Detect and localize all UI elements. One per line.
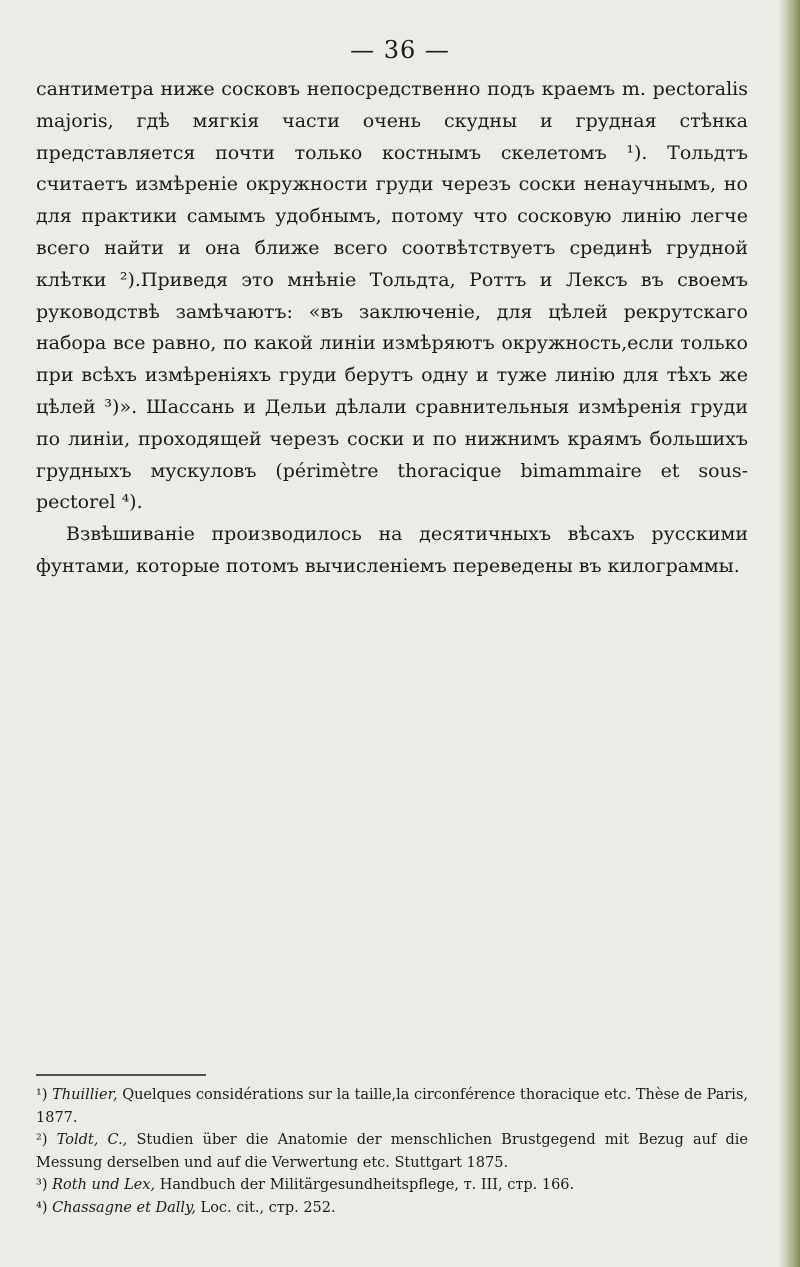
footnote-2 [36, 1129, 748, 1174]
footnote-divider [36, 1074, 206, 1076]
paragraph-1: сантиметра ниже сосковъ непосредственно подъ краемъ m. pectoralis majoris, гдѣ мягкія части очень скудны и грудная стѣнка представляется почти только костнымъ скелетомъ ¹). Тольдтъ считаетъ измѣреніе окружности груди черезъ соски ненаучнымъ, но для практики самымъ удобнымъ, потому что сосковую линію легче всего найти и она ближе всего соотвѣтствуетъ срединѣ грудной клѣтки ²).Приведя это мнѣніе Тольдта, Роттъ и Лексъ въ своемъ руководствѣ замѣчаютъ: «въ заключеніе, для цѣлей рекрутскаго набора все равно, по какой линіи измѣряютъ окружность,если только при всѣхъ измѣреніяхъ груди берутъ одну и туже линію для тѣхъ же цѣлей ³)». Шассань и Дельи дѣлали сравнительныя измѣренія груди по линіи, проходящей черезъ соски и по нижнимъ краямъ большихъ грудныхъ мускуловъ (périmètre thoracique bimammaire et sous-pectorel ⁴). [36, 78, 748, 514]
footnote-author: Thuillier, [52, 1087, 118, 1103]
footnote-text: Quelques considérations sur la taille,la circonférence thoracique etc. Thèse de Paris, 1877. [36, 1087, 748, 1126]
footnote-text: Loc. cit., стр. 252. [195, 1199, 336, 1216]
body-text [36, 74, 748, 583]
footnote-marker: ⁴) [36, 1199, 48, 1216]
footnote-marker: ²) [36, 1132, 48, 1148]
page-edge-shadow [778, 0, 800, 1267]
page-number: — 36 — [350, 36, 450, 64]
footnote-3 [36, 1174, 748, 1197]
footnote-marker: ³) [36, 1177, 48, 1193]
footnote-4 [36, 1197, 748, 1220]
footnote-text: Handbuch der Militärgesundheitspflege, т. III, стр. 166. [155, 1177, 575, 1193]
footnote-author: Chassagne et Dally, [52, 1199, 196, 1216]
footnote-text: Studien über die Anatomie der menschlichen Brustgegend mit Bezug auf die Messung derselben und auf die Verwertung etc. Stuttgart 1875. [36, 1132, 749, 1171]
footnote-1 [36, 1084, 748, 1129]
footnote-marker: ¹) [36, 1087, 48, 1103]
paragraph-2: Взвѣшиваніе производилось на десятичныхъ вѣсахъ русскими фунтами, которые потомъ вычисленіемъ переведены въ килограммы. [36, 523, 748, 577]
footnote-author: Roth und Lex, [52, 1177, 156, 1193]
footnote-author: Toldt, C., [56, 1132, 128, 1148]
footnotes [36, 1084, 748, 1219]
